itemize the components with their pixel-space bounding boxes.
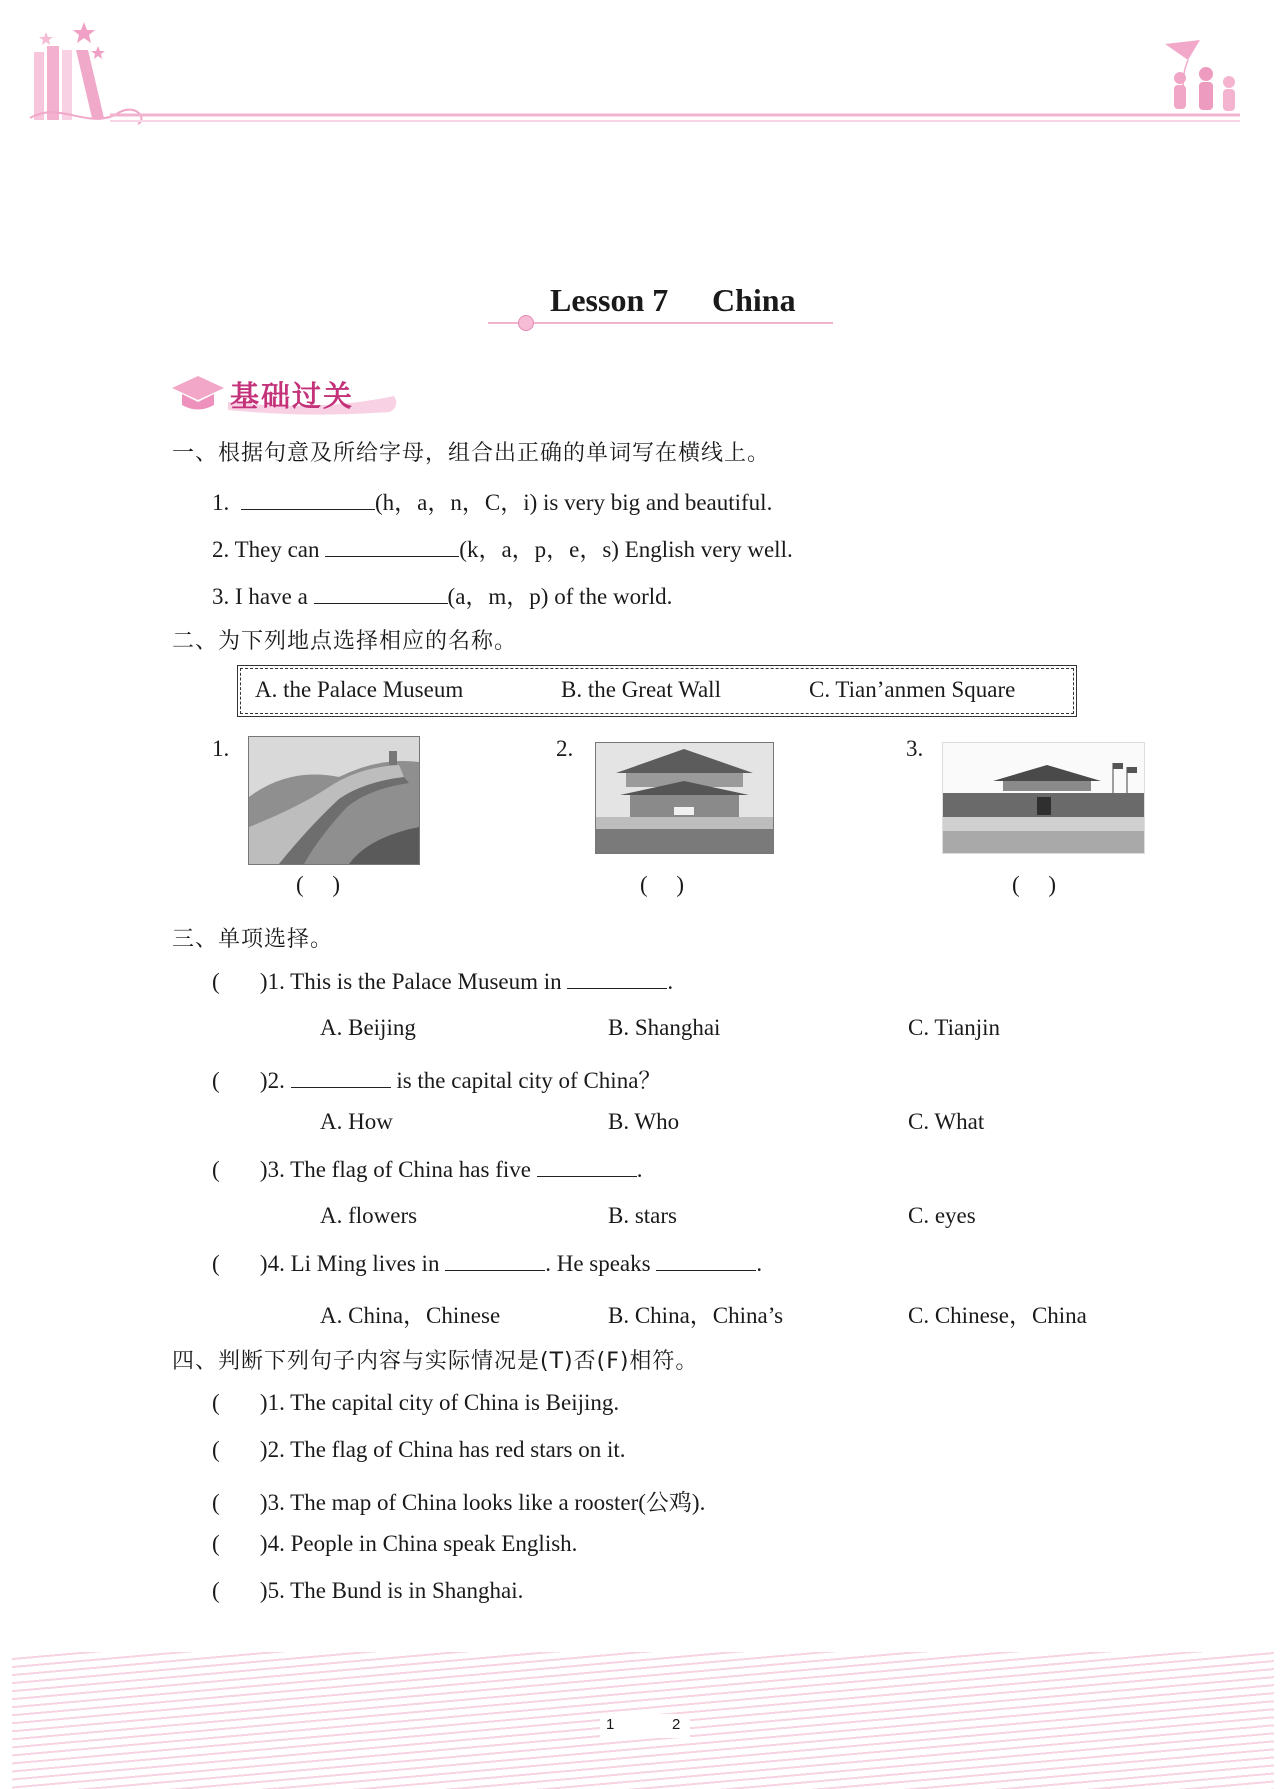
question-number: 3. [267, 1157, 285, 1182]
part2-heading: 二、为下列地点选择相应的名称。 [172, 629, 518, 654]
choice-b[interactable]: B. Who [608, 1109, 680, 1134]
option-a: A. the Palace Museum [255, 677, 464, 702]
answer-blank[interactable] [567, 968, 667, 989]
question-text: is the capital city of China？ [396, 1068, 662, 1093]
great-wall-photo [248, 736, 420, 865]
letters-hint: (h，a，n，C，i) [375, 490, 538, 515]
answer-blank[interactable] [291, 1067, 391, 1088]
options-box [240, 668, 1074, 714]
answer-blank[interactable] [445, 1250, 545, 1271]
question-text: Li Ming lives in [290, 1251, 440, 1276]
choice-b[interactable]: B. Shanghai [608, 1015, 721, 1040]
answer-parens[interactable]: ( ) [212, 969, 268, 994]
question-number: 1. [267, 969, 285, 994]
part1-item-1 [212, 484, 772, 517]
part1-item-3 [212, 578, 672, 611]
item-number: 3. [212, 584, 230, 609]
tiananmen-photo [942, 742, 1145, 854]
choice-a[interactable]: A. How [320, 1109, 393, 1134]
title-underline [488, 322, 833, 324]
part3-question-2 [212, 1062, 661, 1095]
lesson-label: Lesson 7 [550, 282, 669, 318]
part3-question-1 [212, 968, 673, 995]
answer-parens[interactable]: ( ) [212, 1251, 268, 1276]
option-c: C. Tian’anmen Square [809, 677, 1016, 702]
answer-parens-2[interactable]: ( ) [640, 872, 685, 897]
part4-item-1 [212, 1390, 619, 1416]
statement-text: 5. The Bund is in Shanghai. [267, 1578, 524, 1603]
answer-parens[interactable]: ( ) [212, 1437, 268, 1462]
question-text: The flag of China has five [290, 1157, 531, 1182]
answer-parens[interactable]: ( ) [212, 1531, 268, 1556]
statement-text: 2. The flag of China has red stars on it. [267, 1437, 626, 1462]
question-text-mid: . He speaks [545, 1251, 651, 1276]
page-number [600, 1714, 690, 1738]
part1-heading: 一、根据句意及所给字母，组合出正确的单词写在横线上。 [172, 441, 771, 466]
letters-hint: (k，a，p，e，s) [459, 537, 619, 562]
letters-hint: (a，m，p) [447, 584, 549, 609]
title-dot-icon [518, 315, 534, 331]
part3-question-3 [212, 1156, 642, 1183]
answer-parens[interactable]: ( ) [212, 1068, 268, 1093]
great-wall-icon [249, 737, 419, 864]
item-before: I have a [235, 584, 308, 609]
question-text-end: . [667, 969, 674, 994]
answer-parens[interactable]: ( ) [212, 1390, 268, 1415]
answer-blank[interactable] [537, 1156, 637, 1177]
part1-item-2 [212, 531, 793, 564]
item-number: 2. [212, 537, 230, 562]
answer-parens[interactable]: ( ) [212, 1157, 268, 1182]
answer-blank[interactable] [325, 536, 459, 557]
question-text-end: . [636, 1157, 643, 1182]
choice-c[interactable]: C. eyes [908, 1203, 976, 1228]
answer-parens-1[interactable]: ( ) [296, 872, 341, 897]
part4-heading: 四、判断下列句子内容与实际情况是(T)否(F)相符。 [172, 1349, 699, 1374]
part4-item-4 [212, 1531, 577, 1557]
question-number: 2. [267, 1068, 285, 1093]
item-before: They can [234, 537, 320, 562]
tiananmen-icon [943, 743, 1144, 853]
item-after: is very big and beautiful. [543, 490, 773, 515]
choice-a[interactable]: A. flowers [320, 1203, 418, 1228]
section-banner-text: 基础过关 [230, 379, 355, 413]
item-after: English very well. [624, 537, 793, 562]
part3-question-4 [212, 1250, 762, 1277]
picture-number-2: 2. [556, 736, 574, 761]
part4-item-2 [212, 1437, 626, 1463]
answer-parens-3[interactable]: ( ) [1012, 872, 1057, 897]
palace-museum-icon [596, 743, 773, 853]
question-text-end: . [756, 1251, 763, 1276]
statement-text: 4. People in China speak English. [267, 1531, 578, 1556]
page-number-left: 1 [606, 1716, 615, 1733]
picture-number-3: 3. [906, 736, 924, 761]
choice-c[interactable]: C. Chinese，China [908, 1303, 1087, 1328]
question-text: This is the Palace Museum in [290, 969, 562, 994]
answer-blank[interactable] [656, 1250, 756, 1271]
lesson-topic: China [712, 282, 796, 318]
choice-c[interactable]: C. What [908, 1109, 985, 1134]
choice-b[interactable]: B. China，China’s [608, 1303, 784, 1328]
answer-blank[interactable] [314, 583, 448, 604]
page-number-right: 2 [672, 1716, 681, 1733]
option-b: B. the Great Wall [561, 677, 721, 702]
header-decoration [0, 0, 1287, 140]
item-after: of the world. [554, 584, 673, 609]
section-banner [168, 372, 408, 416]
header-ornament [0, 0, 1287, 140]
part3-heading: 三、单项选择。 [172, 927, 334, 952]
part4-item-5 [212, 1578, 523, 1604]
choice-a[interactable]: A. Beijing [320, 1015, 416, 1040]
answer-parens[interactable]: ( ) [212, 1578, 268, 1603]
question-number: 4. [267, 1251, 285, 1276]
part4-item-3 [212, 1484, 705, 1517]
lesson-title [490, 282, 850, 324]
choice-a[interactable]: A. China，Chinese [320, 1303, 501, 1328]
item-number: 1. [212, 490, 230, 515]
statement-text: 1. The capital city of China is Beijing. [267, 1390, 620, 1415]
picture-number-1: 1. [212, 736, 230, 761]
palace-museum-photo [595, 742, 774, 854]
choice-c[interactable]: C. Tianjin [908, 1015, 1001, 1040]
answer-blank[interactable] [241, 489, 375, 510]
answer-parens[interactable]: ( ) [212, 1490, 268, 1515]
choice-b[interactable]: B. stars [608, 1203, 677, 1228]
statement-text: 3. The map of China looks like a rooster(公鸡). [267, 1490, 706, 1515]
